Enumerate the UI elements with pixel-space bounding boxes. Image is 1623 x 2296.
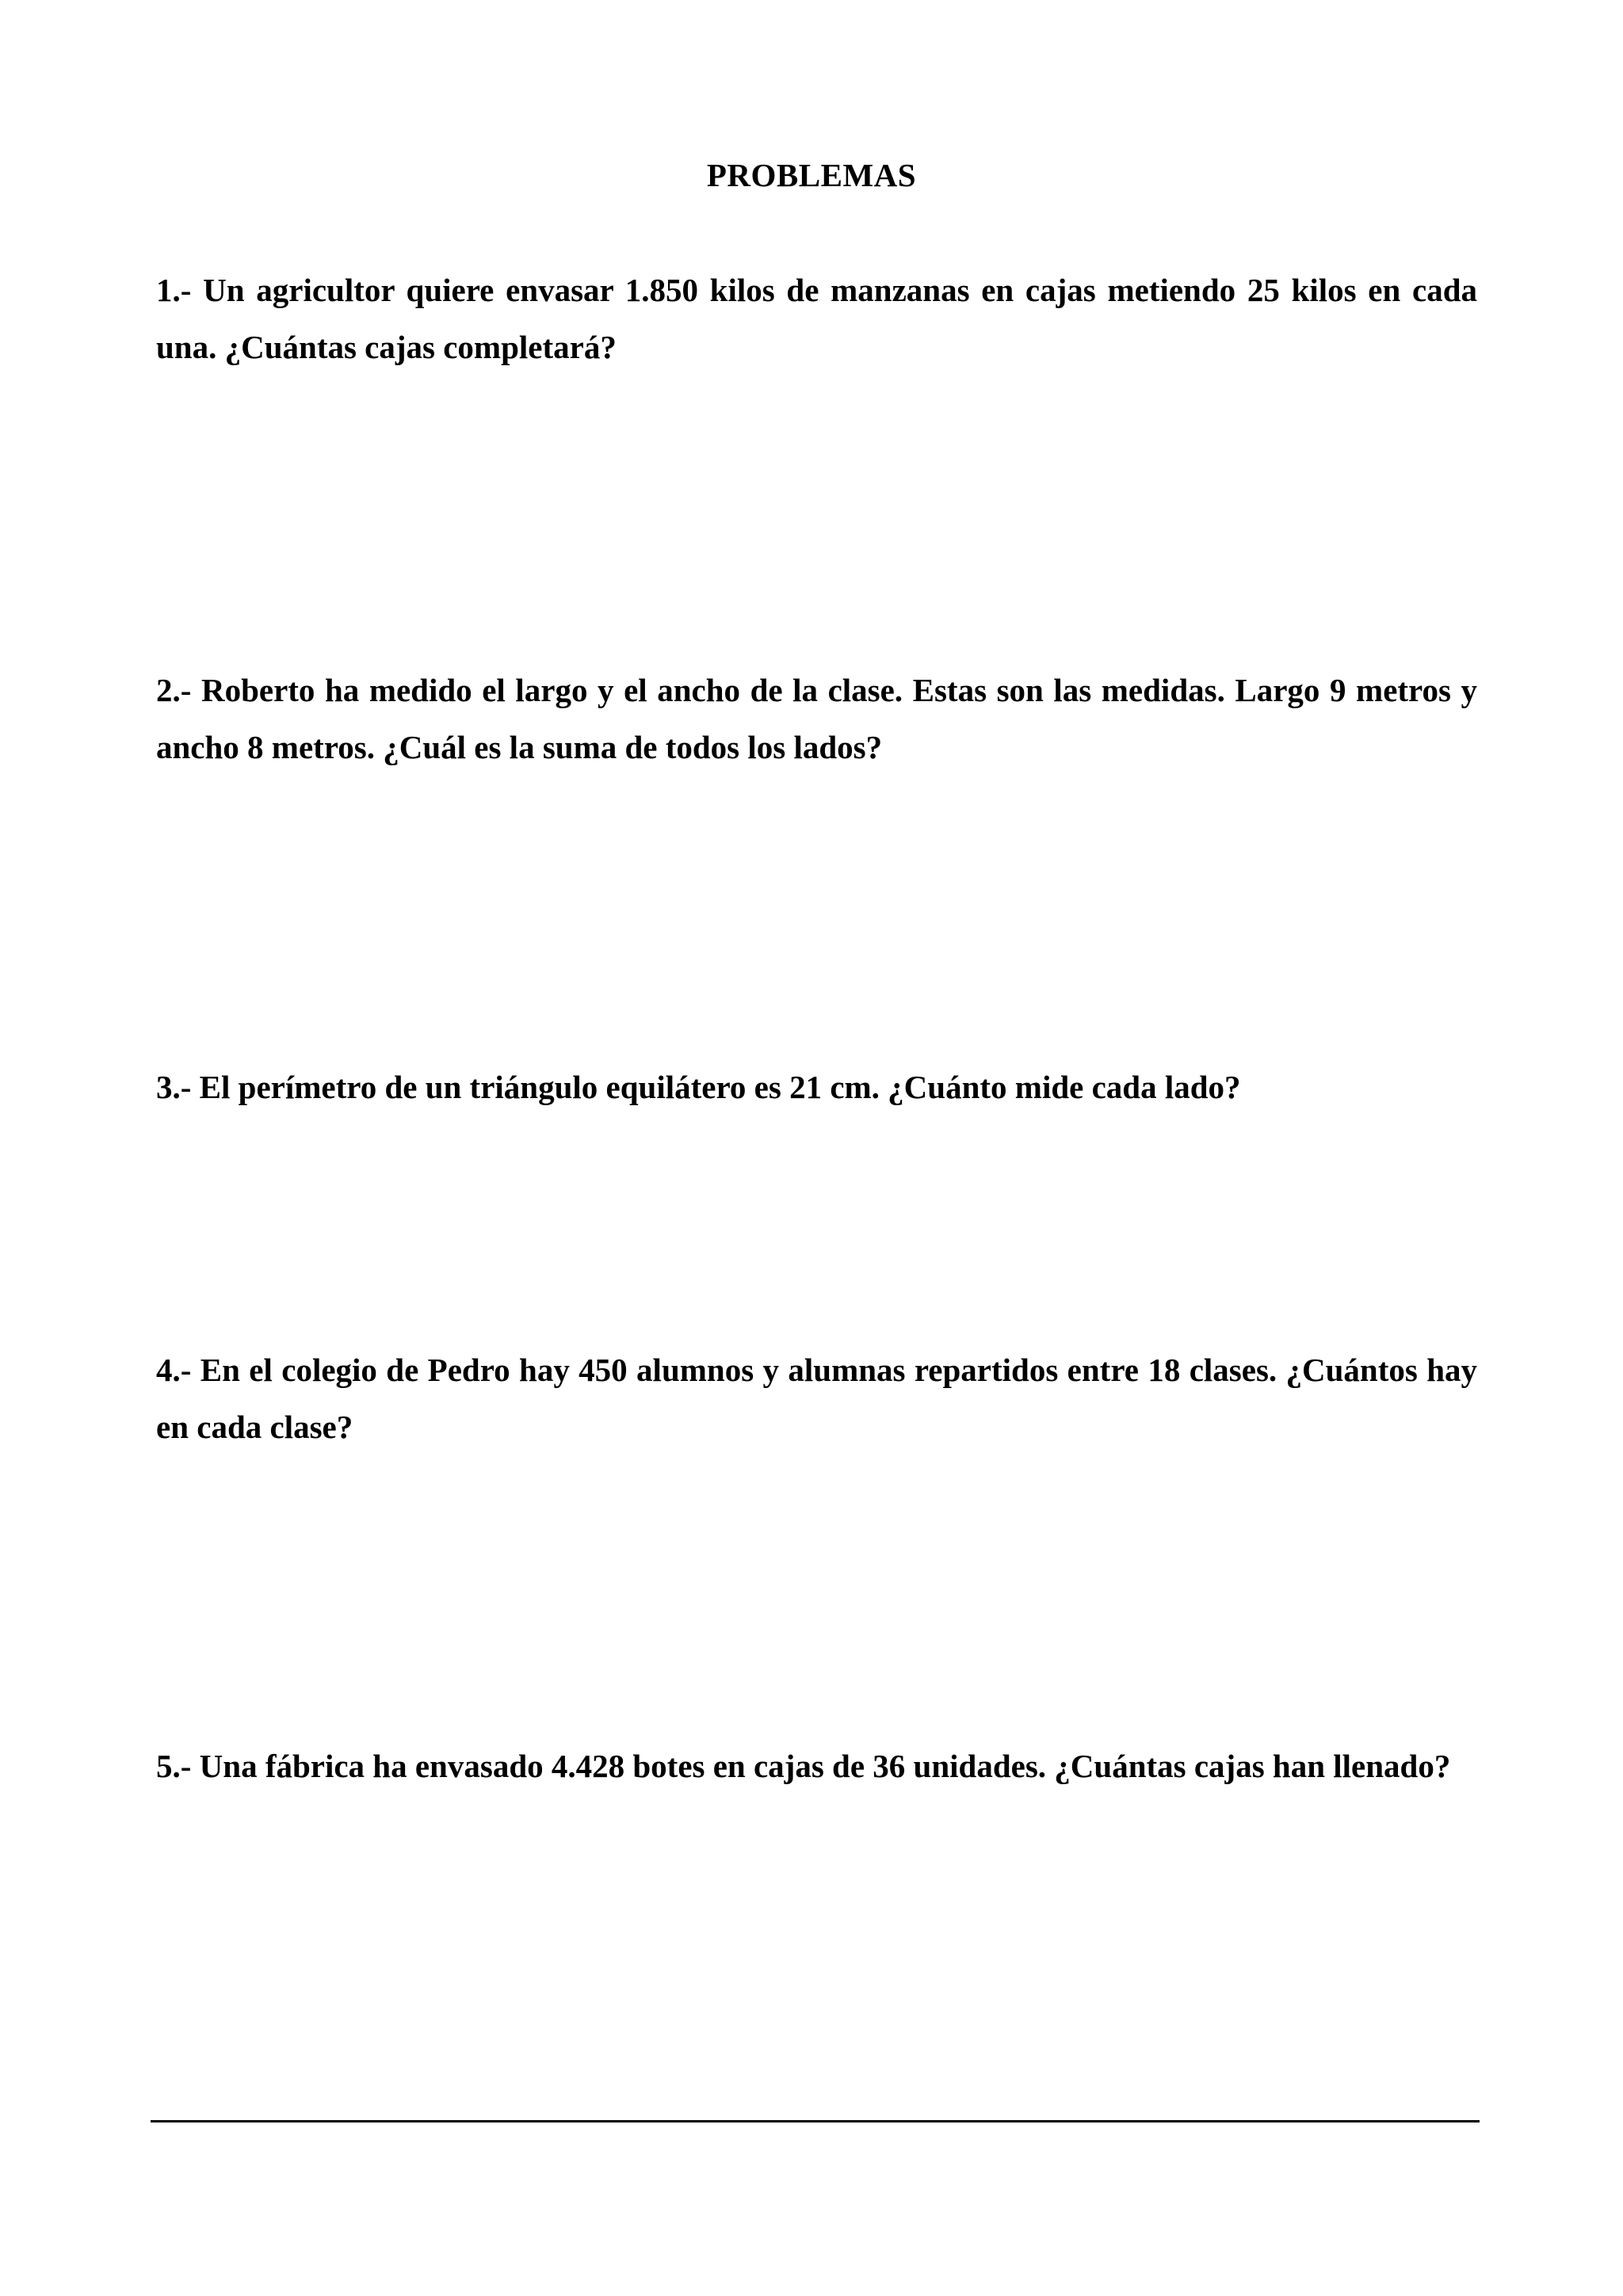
problem-number: 4.- xyxy=(156,1352,192,1388)
problem-number: 5.- xyxy=(156,1748,192,1784)
problem-number: 3.- xyxy=(156,1069,192,1105)
problem-text: Un agricultor quiere envasar 1.850 kilos de manzanas en cajas metiendo 25 kilos en cada una. ¿Cuántas cajas completará? xyxy=(156,272,1478,365)
problem-text: El perímetro de un triángulo equilátero es 21 cm. ¿Cuánto mide cada lado? xyxy=(199,1069,1241,1105)
problem-5 xyxy=(156,1737,1477,1794)
footer-divider xyxy=(151,2120,1480,2122)
problem-text: En el colegio de Pedro hay 450 alumnos y alumnas repartidos entre 18 clases. ¿Cuántos hay en cada clase? xyxy=(156,1352,1478,1445)
problem-text: Roberto ha medido el largo y el ancho de la clase. Estas son las medidas. Largo 9 metros y ancho 8 metros. ¿Cuál es la suma de todos los lados? xyxy=(156,672,1478,765)
problem-number: 1.- xyxy=(156,272,192,308)
problem-1 xyxy=(156,261,1477,376)
problem-3 xyxy=(156,1058,1477,1116)
problem-text: Una fábrica ha envasado 4.428 botes en cajas de 36 unidades. ¿Cuántas cajas han llenado? xyxy=(199,1748,1451,1784)
page-title: PROBLEMAS xyxy=(706,157,917,193)
problem-number: 2.- xyxy=(156,672,192,708)
problem-2 xyxy=(156,662,1477,776)
problem-4 xyxy=(156,1341,1477,1455)
